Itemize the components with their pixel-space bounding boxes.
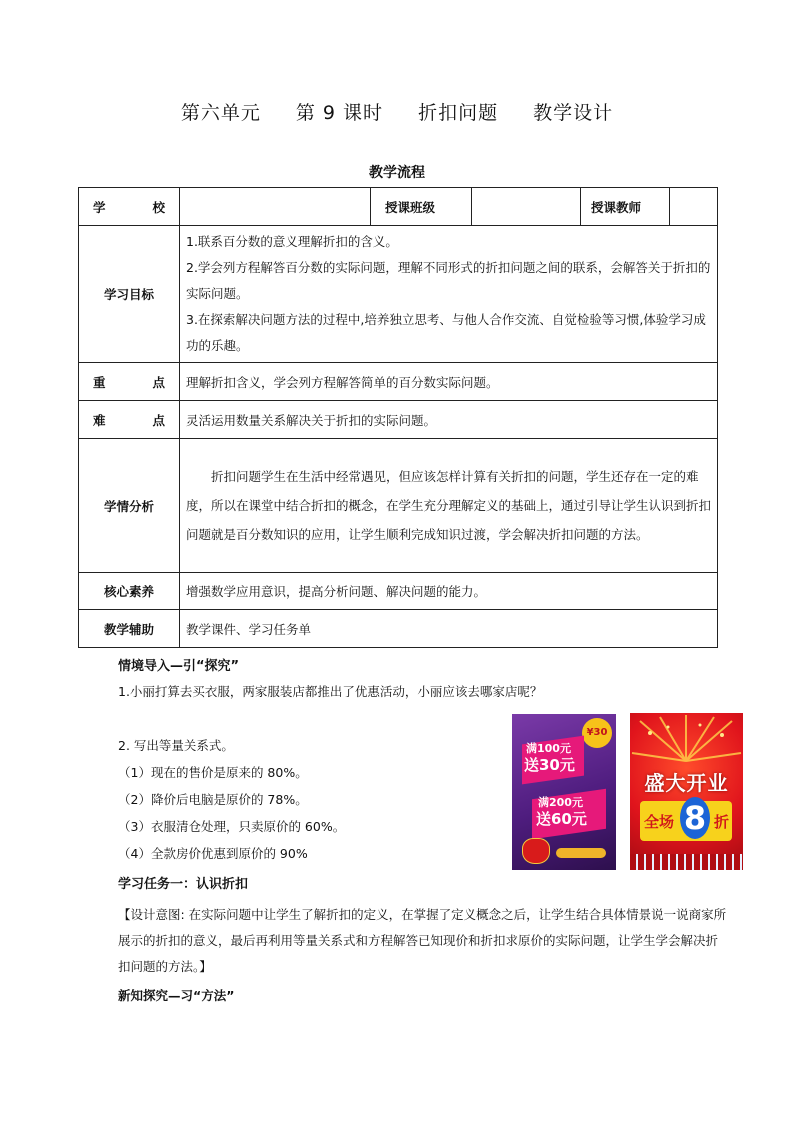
title-topic: 折扣问题	[418, 102, 499, 124]
title-unit: 第六单元	[180, 102, 261, 124]
teacher-label: 授课教师	[581, 188, 670, 226]
class-value	[472, 188, 581, 226]
table-row	[79, 439, 718, 573]
relation-list	[118, 732, 345, 867]
promo-poster-grand-opening	[630, 713, 743, 870]
poster-offer-2b: 送60元	[536, 810, 587, 828]
difficult-point-label: 难 点	[79, 401, 180, 439]
objective-item: 1.联系百分数的意义理解折扣的含义。	[186, 234, 398, 249]
school-value	[180, 188, 371, 226]
analysis-text: 折扣问题学生在生活中经常遇见，但应该怎样计算有关折扣的问题，学生还存在一定的难度，所以在课堂中结合折扣的概念，在学生充分理解定义的基础上，通过引导让学生认识到折扣问题就是百分数知识的应用，让学生顺利完成知识过渡，学会解决折扣问题的方法。	[180, 439, 718, 573]
lesson-info-table	[78, 187, 718, 648]
objective-item: 2.学会列方程解答百分数的实际问题，理解不同形式的折扣问题之间的联系，会解答关于折扣的实际问题。	[186, 260, 711, 301]
document-title	[0, 98, 794, 125]
section-subtitle: 教学流程	[369, 165, 425, 181]
key-point-text: 理解折扣含义，学会列方程解答简单的百分数实际问题。	[180, 363, 718, 401]
poster-offer-1b: 送30元	[524, 756, 575, 774]
intro-heading: 情境导入—引“探究”	[118, 659, 240, 674]
title-doc-type: 教学设计	[533, 102, 614, 124]
difficult-point-text: 灵活运用数量关系解决关于折扣的实际问题。	[180, 401, 718, 439]
key-point-label: 重 点	[79, 363, 180, 401]
title-lesson: 第 9 课时	[295, 102, 384, 124]
objectives-cell	[180, 226, 718, 363]
aids-text: 教学课件、学习任务单	[180, 610, 718, 648]
poster-offer-2: 满200元	[538, 796, 583, 809]
table-row	[79, 188, 718, 226]
class-label: 授课班级	[371, 188, 472, 226]
list-item: （1）现在的售价是原来的 80%。	[118, 765, 308, 780]
table-row	[79, 573, 718, 610]
school-label: 学 校	[79, 188, 180, 226]
list-item: （2）降价后电脑是原价的 78%。	[118, 792, 308, 807]
poster-offer-1: 满100元	[526, 742, 571, 755]
literacy-text: 增强数学应用意识，提高分析问题、解决问题的能力。	[180, 573, 718, 610]
table-row	[79, 226, 718, 363]
list-item: （4）全款房价优惠到原价的 90%	[118, 846, 308, 861]
aids-label: 教学辅助	[79, 610, 180, 648]
table-row	[79, 401, 718, 439]
poster-discount-unit: 折	[714, 813, 730, 831]
poster-bottom-stripe	[630, 854, 743, 870]
design-intent-text: 【设计意图: 在实际问题中让学生了解折扣的定义，在掌握了定义概念之后，让学生结合具体情景说一说商家所展示的折扣的意义，最后再利用等量关系式和方程解答已知现价和折扣求原价的实际问题，让学生学会解决折扣问题的方法。】	[118, 907, 727, 974]
objective-item: 3.在探索解决问题方法的过程中,培养独立思考、与他人合作交流、自觉检验等习惯,体验学习成功的乐趣。	[186, 312, 706, 353]
gold-coins-icon	[556, 848, 606, 858]
table-row	[79, 363, 718, 401]
poster-title: 盛大开业	[644, 771, 729, 795]
table-row	[79, 610, 718, 648]
promo-poster-cashback	[512, 714, 616, 870]
intro-question-1: 1.小丽打算去买衣服，两家服装店都推出了优惠活动，小丽应该去哪家店呢？	[118, 684, 543, 699]
analysis-label: 学情分析	[79, 439, 180, 573]
literacy-label: 核心素养	[79, 573, 180, 610]
poster-scope: 全场	[644, 813, 675, 831]
teacher-value	[670, 188, 718, 226]
task1-heading: 学习任务一：认识折扣	[118, 877, 249, 892]
intro-question-2: 2. 写出等量关系式。	[118, 738, 234, 753]
poster-discount-number: 8	[680, 797, 710, 839]
list-item: （3）衣服清仓处理，只卖原价的 60%。	[118, 819, 346, 834]
poster-price-badge: ¥30	[582, 718, 612, 748]
objectives-label: 学习目标	[79, 226, 180, 363]
lucky-bag-icon	[522, 838, 550, 864]
new-section-heading: 新知探究—习“方法”	[118, 988, 235, 1003]
